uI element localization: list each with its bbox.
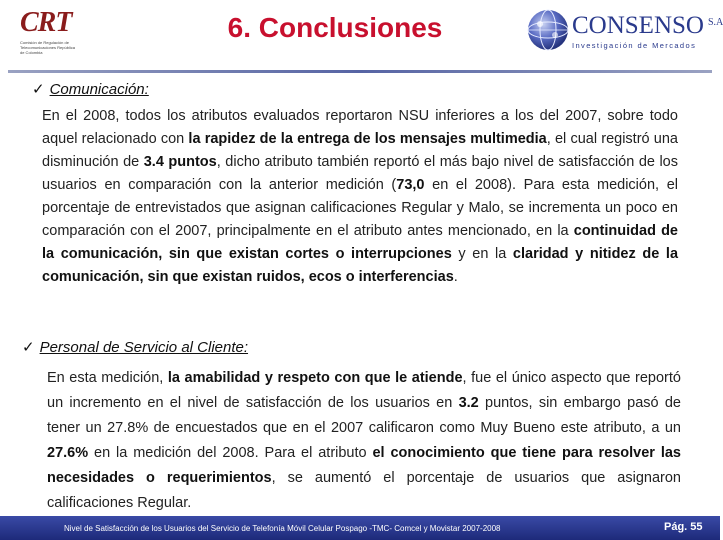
section-paragraph-comunicacion: [42, 105, 678, 289]
paragraph-run: en el 2008). Para esta medición, el porcentaje de entrevistados que asignan calificaciones Regular y Malo, se incrementa un poco en comparación con el 2007, principalmente en el atributo antes mencionado, en la: [42, 177, 678, 239]
paragraph-run: , dicho atributo también reportó el más bajo nivel de satisfacción de los usuarios en comparación con la anterior medición (: [42, 154, 678, 193]
paragraph-run: puntos, sin embargo pasó de tener un 27.8% de encuestados que en el 2007 calificaron como Muy Bueno este atributo, a un: [47, 395, 681, 436]
paragraph-run: en la medición del 2008. Para el atributo: [88, 445, 373, 461]
checkmark-icon: ✓: [32, 81, 45, 98]
section-paragraph-servicio-cliente: [47, 366, 681, 516]
consenso-name: [572, 12, 723, 40]
paragraph-bold-run: 3.4 puntos: [143, 154, 217, 170]
consenso-name-text: CONSENSO: [572, 12, 704, 39]
consenso-logo: [526, 8, 723, 56]
paragraph-bold-run: 3.2: [458, 395, 479, 411]
paragraph-run: , fue el único aspecto que reportó un incremento en el nivel de satisfacción de los usuarios en: [47, 370, 681, 411]
paragraph-bold-run: la rapidez de la entrega de los mensajes multimedia: [188, 131, 547, 147]
section-heading-servicio-cliente: [22, 338, 248, 356]
consenso-tagline: Investigación de Mercados: [572, 41, 697, 50]
footer-text: Nivel de Satisfacción de los Usuarios del Servicio de Telefonía Móvil Celular Pospago -TMC- Comcel y Movistar 2007-2008: [64, 524, 501, 533]
paragraph-bold-run: la amabilidad y respeto con que le atiende: [167, 370, 463, 386]
paragraph-bold-run: el conocimiento que tiene para resolver las necesidades o requerimientos: [47, 445, 681, 486]
paragraph-run: En el 2008, todos los atributos evaluados reportaron NSU inferiores a los del 2007, sobre todo aquel relacionado con: [42, 108, 678, 147]
paragraph-bold-run: continuidad de la comunicación, sin que existan cortes o interrupciones: [42, 223, 678, 262]
section-heading-text: Personal de Servicio al Cliente:: [39, 339, 249, 356]
page-title-text: 6. Conclusiones: [227, 12, 443, 43]
globe-icon: [526, 8, 570, 52]
paragraph-run: , el cual registró una disminución de: [42, 131, 678, 170]
paragraph-run: y en la: [451, 246, 513, 262]
paragraph-bold-run: claridad y nitidez de la comunicación, sin que existan ruidos, ecos o interferencias: [42, 246, 679, 285]
crt-logo-mark: CRT: [20, 7, 72, 38]
paragraph-bold-run: 27.6%: [47, 445, 89, 461]
header-divider: [8, 70, 712, 73]
section-heading-comunicacion: [32, 80, 149, 98]
footer-bar: [0, 516, 720, 540]
paragraph-run: En esta medición,: [47, 370, 168, 386]
page-number: Pág. 55: [664, 521, 703, 533]
crt-logo-subtitle: Comisión de Regulación de Telecomunicaciones República de Colombia: [20, 40, 75, 55]
consenso-suffix: S.A: [707, 17, 723, 28]
paragraph-run: , se aumentó el porcentaje de usuarios que asignaron calificaciones Regular.: [47, 470, 681, 511]
paragraph-run: .: [453, 269, 458, 285]
paragraph-bold-run: 73,0: [396, 177, 425, 193]
section-heading-text: Comunicación:: [49, 81, 149, 98]
checkmark-icon: ✓: [22, 339, 35, 356]
